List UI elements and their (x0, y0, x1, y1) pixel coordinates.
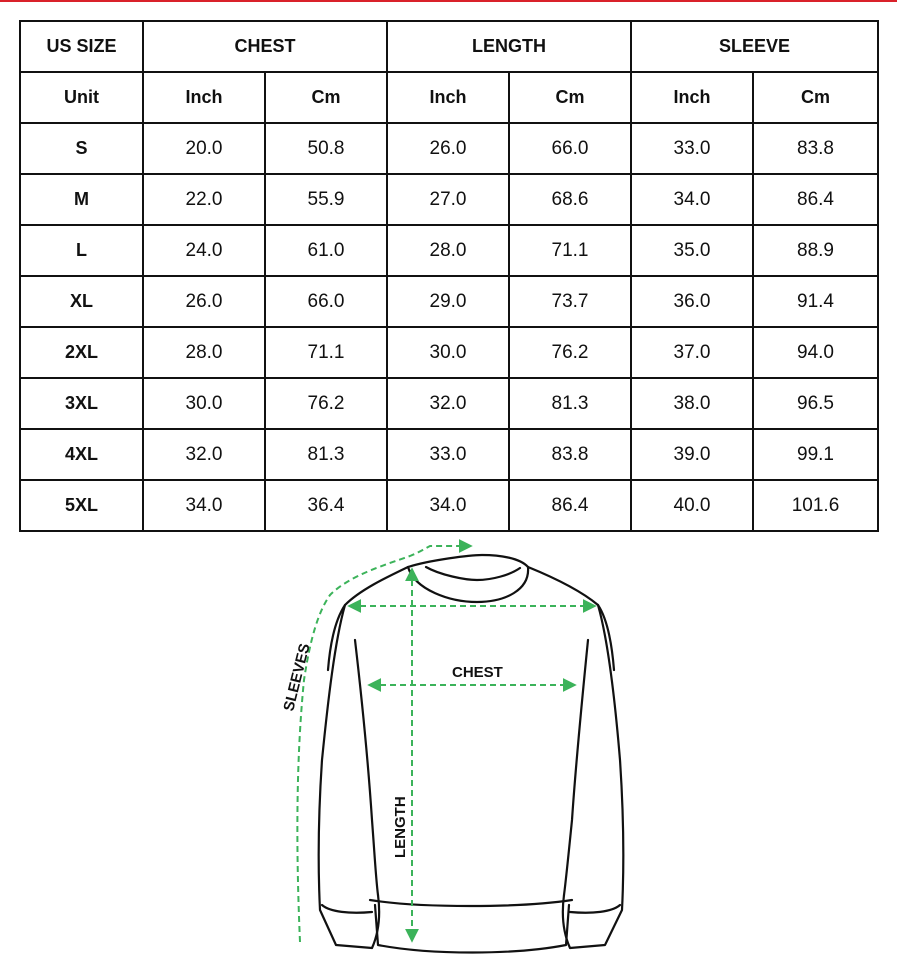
measurement-cell-length-in: 33.0 (387, 429, 509, 480)
measurement-cell-sleeve-in: 34.0 (631, 174, 753, 225)
measurement-cell-chest-in: 26.0 (143, 276, 265, 327)
measurement-cell-sleeve-cm: 86.4 (753, 174, 878, 225)
measurement-cell-chest-in: 24.0 (143, 225, 265, 276)
body-hem (370, 900, 572, 906)
header-us-size: US SIZE (20, 21, 143, 72)
measurement-cell-chest-in: 22.0 (143, 174, 265, 225)
collar-outer (408, 555, 528, 567)
table-row (20, 174, 878, 225)
measurement-cell-sleeve-in: 40.0 (631, 480, 753, 531)
measurement-cell-sleeve-cm: 88.9 (753, 225, 878, 276)
measurement-cell-chest-cm: 50.8 (265, 123, 387, 174)
measurement-cell-chest-in: 34.0 (143, 480, 265, 531)
unit-length-inch: Inch (387, 72, 509, 123)
hem-band (375, 905, 569, 953)
measurement-cell-chest-cm: 36.4 (265, 480, 387, 531)
measurement-cell-chest-in: 28.0 (143, 327, 265, 378)
measurement-cell-chest-cm: 81.3 (265, 429, 387, 480)
size-cell: S (20, 123, 143, 174)
chest-label: CHEST (452, 664, 503, 681)
measurement-cell-length-cm: 66.0 (509, 123, 631, 174)
measurement-cell-sleeve-in: 35.0 (631, 225, 753, 276)
size-cell: 5XL (20, 480, 143, 531)
table-row (20, 123, 878, 174)
header-row (20, 21, 878, 72)
measurement-cell-length-in: 28.0 (387, 225, 509, 276)
table-row (20, 327, 878, 378)
table-row (20, 225, 878, 276)
length-label: LENGTH (392, 796, 409, 858)
measurement-cell-length-in: 29.0 (387, 276, 509, 327)
unit-sleeve-inch: Inch (631, 72, 753, 123)
measurement-cell-length-cm: 68.6 (509, 174, 631, 225)
measurement-cell-chest-in: 30.0 (143, 378, 265, 429)
size-cell: L (20, 225, 143, 276)
size-cell: 2XL (20, 327, 143, 378)
measurement-cell-chest-cm: 55.9 (265, 174, 387, 225)
measurement-cell-length-in: 30.0 (387, 327, 509, 378)
left-cuff-line (322, 905, 372, 913)
table-row (20, 429, 878, 480)
measurement-cell-length-in: 26.0 (387, 123, 509, 174)
size-cell: 4XL (20, 429, 143, 480)
table-row (20, 276, 878, 327)
size-chart-table (19, 20, 879, 532)
measurement-cell-length-in: 32.0 (387, 378, 509, 429)
measurement-cell-length-cm: 76.2 (509, 327, 631, 378)
measurement-cell-sleeve-in: 38.0 (631, 378, 753, 429)
measurement-cell-sleeve-in: 36.0 (631, 276, 753, 327)
body-left-side (328, 567, 408, 670)
measurement-cell-sleeve-cm: 101.6 (753, 480, 878, 531)
unit-label: Unit (20, 72, 143, 123)
size-cell: XL (20, 276, 143, 327)
sweater-diagram (0, 520, 897, 960)
measurement-cell-sleeve-in: 39.0 (631, 429, 753, 480)
unit-chest-inch: Inch (143, 72, 265, 123)
right-sleeve (563, 605, 623, 948)
measurement-cell-chest-in: 20.0 (143, 123, 265, 174)
measurement-cell-length-in: 34.0 (387, 480, 509, 531)
measurement-cell-sleeve-cm: 83.8 (753, 123, 878, 174)
header-length: LENGTH (387, 21, 631, 72)
unit-row (20, 72, 878, 123)
header-chest: CHEST (143, 21, 387, 72)
right-cuff-line (570, 905, 620, 913)
measurement-cell-sleeve-cm: 91.4 (753, 276, 878, 327)
measurement-cell-sleeve-cm: 99.1 (753, 429, 878, 480)
top-accent-bar (0, 0, 897, 2)
measurement-cell-chest-cm: 61.0 (265, 225, 387, 276)
measurement-cell-length-cm: 71.1 (509, 225, 631, 276)
measurement-cell-sleeve-cm: 94.0 (753, 327, 878, 378)
measurement-cell-length-cm: 83.8 (509, 429, 631, 480)
size-cell: 3XL (20, 378, 143, 429)
measurement-cell-length-cm: 81.3 (509, 378, 631, 429)
sweater-outline (319, 555, 624, 953)
size-cell: M (20, 174, 143, 225)
measurement-cell-chest-in: 32.0 (143, 429, 265, 480)
measurement-cell-sleeve-cm: 96.5 (753, 378, 878, 429)
measurement-cell-sleeve-in: 37.0 (631, 327, 753, 378)
unit-length-cm: Cm (509, 72, 631, 123)
collar-inner (426, 567, 520, 580)
measurement-cell-chest-cm: 66.0 (265, 276, 387, 327)
right-sleeve-inner (564, 640, 588, 895)
measurement-cell-length-cm: 73.7 (509, 276, 631, 327)
unit-sleeve-cm: Cm (753, 72, 878, 123)
header-sleeve: SLEEVE (631, 21, 878, 72)
left-sleeve (319, 605, 379, 948)
unit-chest-cm: Cm (265, 72, 387, 123)
table-row (20, 378, 878, 429)
measurement-cell-length-cm: 86.4 (509, 480, 631, 531)
measurement-cell-length-in: 27.0 (387, 174, 509, 225)
measurement-cell-sleeve-in: 33.0 (631, 123, 753, 174)
left-sleeve-inner (355, 640, 378, 895)
measurement-cell-chest-cm: 71.1 (265, 327, 387, 378)
measurement-cell-chest-cm: 76.2 (265, 378, 387, 429)
sleeves-label: SLEEVES (280, 641, 314, 713)
